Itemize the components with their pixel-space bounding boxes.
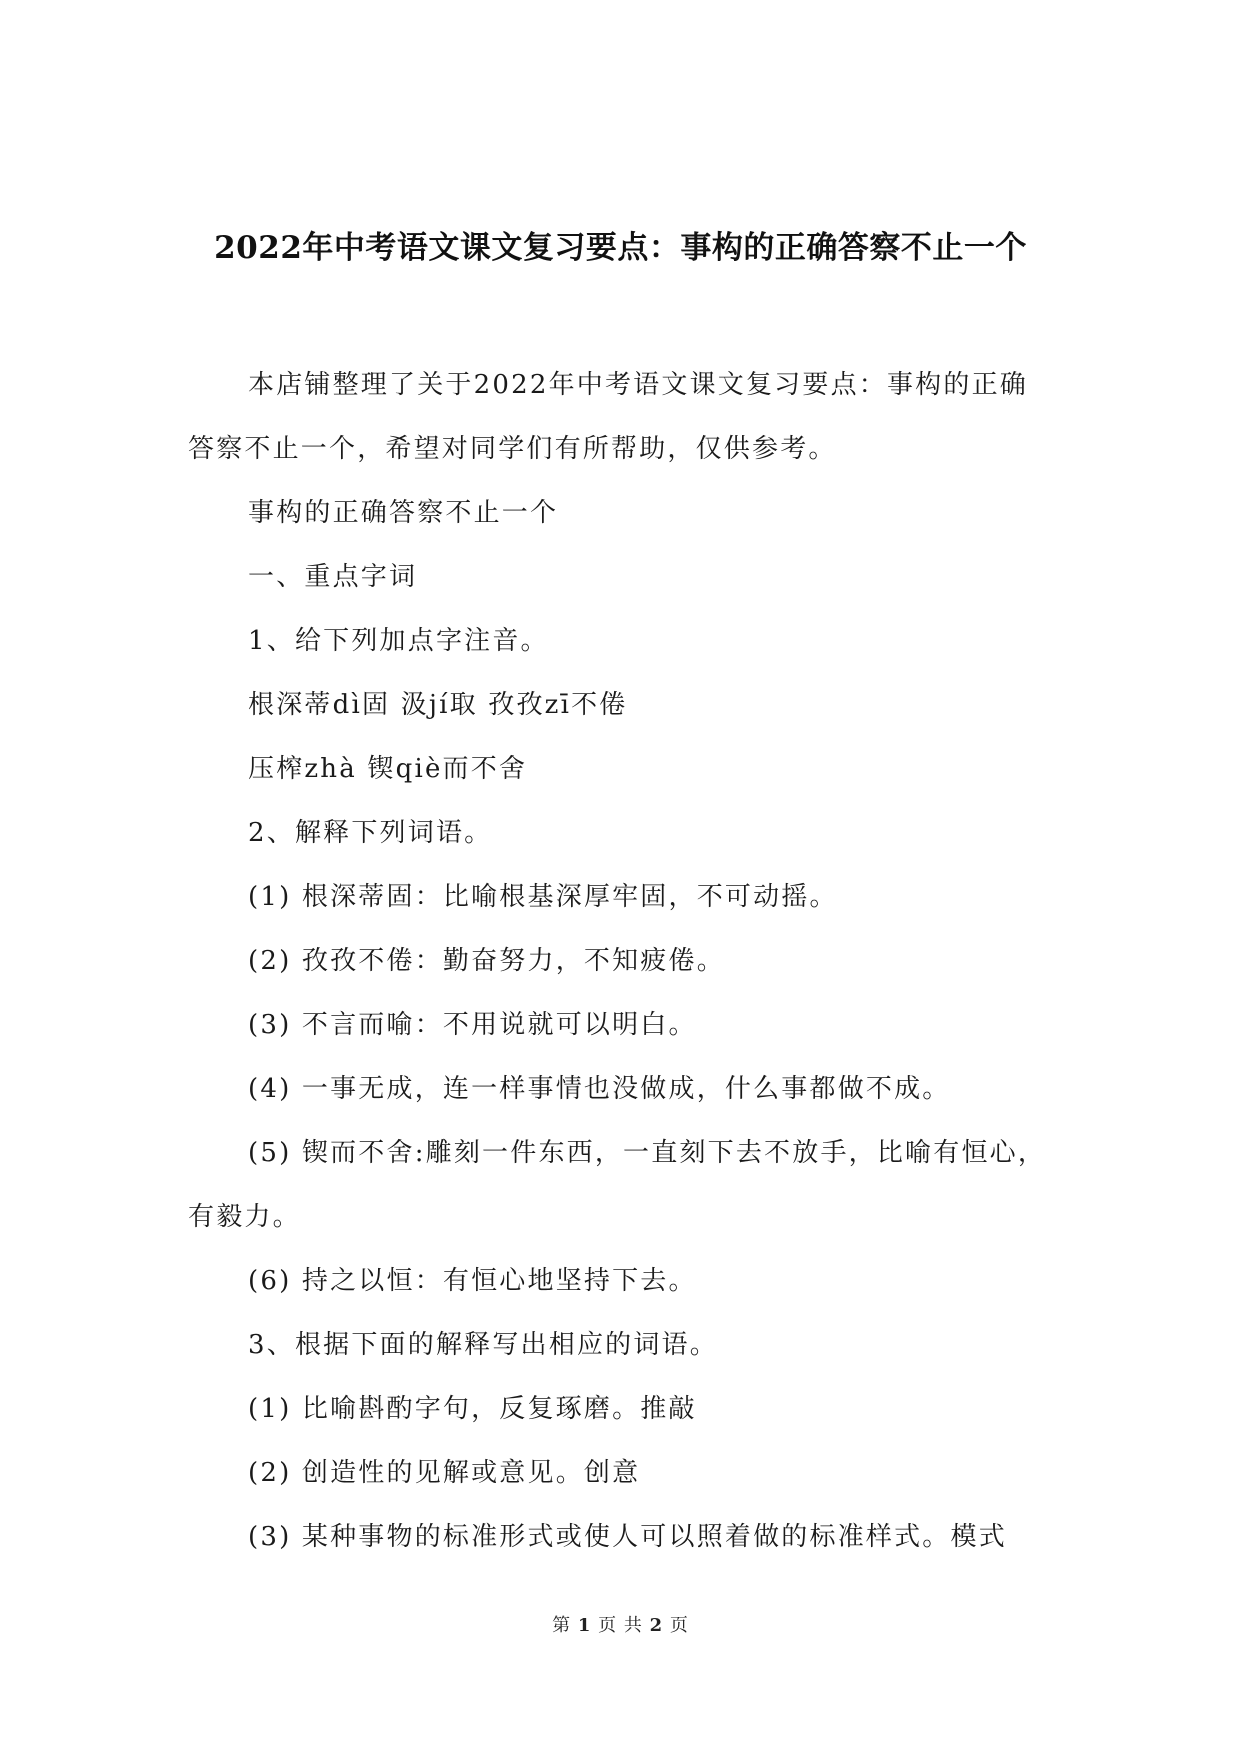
paragraph-intro: 本店铺整理了关于2022年中考语文课文复习要点：事构的正确答察不止一个，希望对同学们有所帮助，仅供参考。 bbox=[188, 370, 1028, 464]
footer-middle: 页 共 bbox=[598, 1615, 643, 1636]
definition-item: (1) 根深蒂固：比喻根基深厚牢固，不可动摇。 bbox=[248, 882, 838, 912]
paragraph-subtitle: 事构的正确答察不止一个 bbox=[248, 498, 559, 528]
footer-total-pages: 2 bbox=[649, 1615, 664, 1636]
question-heading: 3、根据下面的解释写出相应的词语。 bbox=[248, 1330, 718, 1360]
question-heading: 1、给下列加点字注音。 bbox=[248, 626, 549, 656]
section-heading: 一、重点字词 bbox=[248, 562, 418, 592]
footer-suffix: 页 bbox=[669, 1615, 689, 1636]
definition-item: (2) 孜孜不倦：勤奋努力，不知疲倦。 bbox=[248, 946, 725, 976]
footer-current-page: 1 bbox=[577, 1615, 592, 1636]
answer-item: (3) 某种事物的标准形式或使人可以照着做的标准样式。模式 bbox=[248, 1522, 1007, 1552]
definition-item: (5) 锲而不舍:雕刻一件东西，一直刻下去不放手，比喻有恒心，有毅力。 bbox=[188, 1138, 1047, 1232]
footer-prefix: 第 bbox=[552, 1615, 572, 1636]
answer-item: (2) 创造性的见解或意见。创意 bbox=[248, 1458, 641, 1488]
document-title: 2022年中考语文课文复习要点：事构的正确答察不止一个 bbox=[214, 230, 1027, 266]
document-body bbox=[188, 353, 1054, 1569]
pinyin-line: 压榨zhà 锲qiè而不舍 bbox=[248, 754, 528, 784]
answer-item: (1) 比喻斟酌字句，反复琢磨。推敲 bbox=[248, 1394, 697, 1424]
question-heading: 2、解释下列词语。 bbox=[248, 818, 493, 848]
definition-item: (6) 持之以恒：有恒心地坚持下去。 bbox=[248, 1266, 697, 1296]
pinyin-line: 根深蒂dì固 汲jí取 孜孜zī不倦 bbox=[248, 690, 628, 720]
definition-item: (3) 不言而喻：不用说就可以明白。 bbox=[248, 1010, 697, 1040]
page-footer bbox=[0, 1611, 1241, 1637]
definition-item: (4) 一事无成，连一样事情也没做成，什么事都做不成。 bbox=[248, 1074, 951, 1104]
